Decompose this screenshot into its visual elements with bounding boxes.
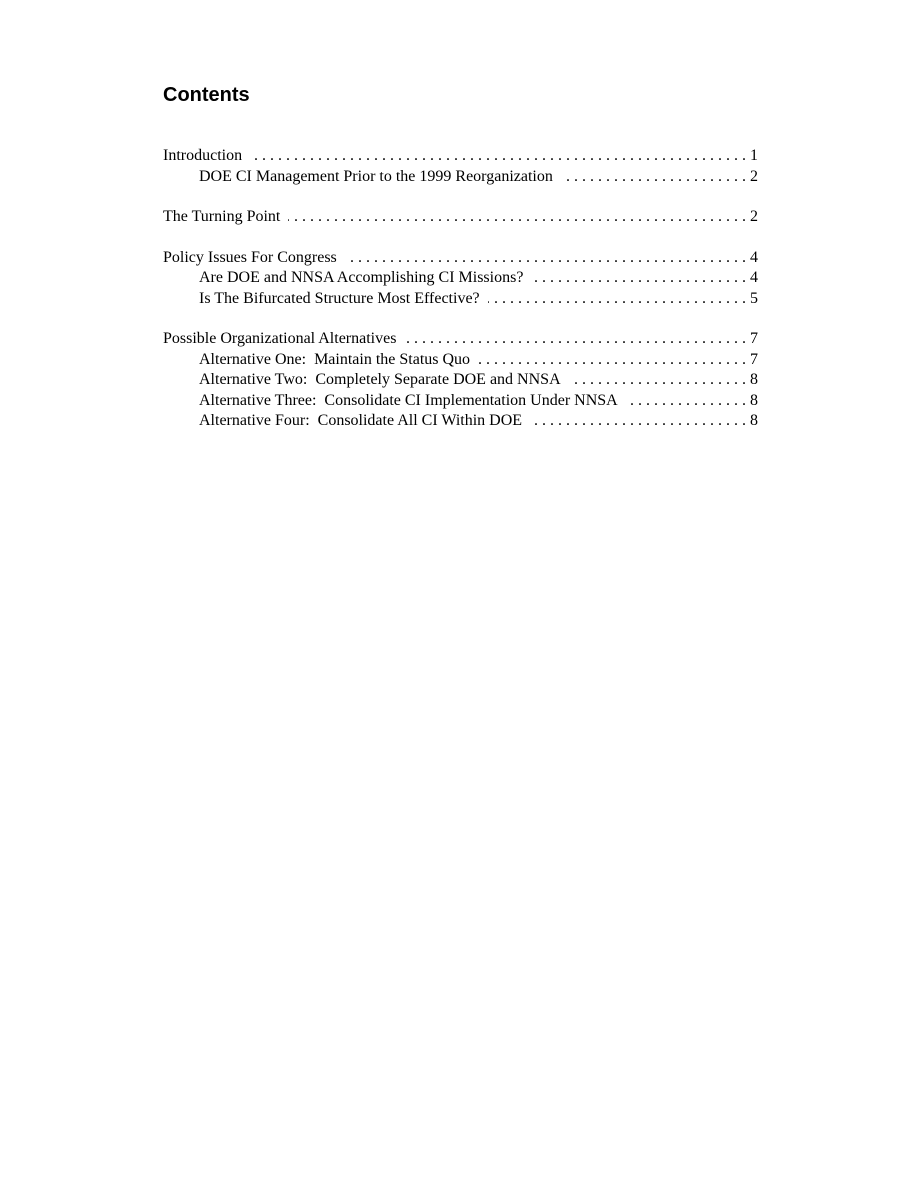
toc-entry-page: 7 [750,350,758,368]
toc-entry-alternative-one[interactable] [163,350,758,371]
toc-entry-ci-missions[interactable] [163,268,758,289]
dot-leader [569,370,746,391]
toc-entry-organizational-alternatives[interactable] [163,329,758,350]
toc-entry-page: 8 [750,412,758,429]
dot-leader [626,391,746,412]
dot-leader [531,268,746,289]
toc-entry-page: 4 [750,248,758,266]
toc-group-policy-issues [163,248,758,310]
dot-leader [478,350,746,371]
toc-entry-title: Alternative Four: Consolidate All CI Within DOE [199,412,523,429]
toc-entry-title: The Turning Point [163,208,281,225]
toc-group-alternatives [163,329,758,432]
toc-entry-title: Alternative Two: Completely Separate DOE and NNSA [199,371,561,388]
toc-entry-page: 5 [750,289,758,307]
toc-entry-policy-issues[interactable] [163,248,758,269]
toc-entry-page: 4 [750,269,758,286]
toc-entry-page: 2 [750,208,758,225]
dot-leader [561,167,746,188]
toc-entry-title: Alternative One: Maintain the Status Quo [199,350,471,368]
toc-entry-turning-point[interactable] [163,207,758,228]
toc-entry-alternative-three[interactable] [163,391,758,412]
toc-entry-title: Is The Bifurcated Structure Most Effective? [199,289,480,307]
dot-leader [345,248,746,269]
toc-entry-page: 8 [750,371,758,388]
toc-entry-title: Alternative Three: Consolidate CI Implementation Under NNSA [199,391,618,409]
toc-entry-bifurcated-structure[interactable] [163,289,758,310]
toc-entry-introduction[interactable] [163,146,758,167]
toc-entry-doe-ci-management[interactable] [163,167,758,188]
table-of-contents [163,146,758,452]
dot-leader [250,146,746,167]
toc-entry-alternative-two[interactable] [163,370,758,391]
toc-entry-alternative-four[interactable] [163,411,758,432]
dot-leader [488,289,746,310]
toc-entry-title: Introduction [163,147,243,164]
toc-entry-page: 8 [750,391,758,409]
dot-leader [530,411,746,432]
page-title: Contents [163,84,250,106]
toc-group-introduction [163,146,758,187]
toc-entry-title: DOE CI Management Prior to the 1999 Reorganization [199,167,553,185]
toc-entry-page: 7 [750,330,758,347]
dot-leader [288,207,746,228]
toc-entry-title: Are DOE and NNSA Accomplishing CI Missions? [199,269,524,286]
dot-leader [404,329,746,350]
toc-entry-title: Possible Organizational Alternatives [163,330,397,347]
toc-group-turning-point [163,207,758,228]
toc-entry-page: 2 [750,167,758,185]
toc-entry-title: Policy Issues For Congress [163,248,337,266]
toc-entry-page: 1 [750,147,758,164]
